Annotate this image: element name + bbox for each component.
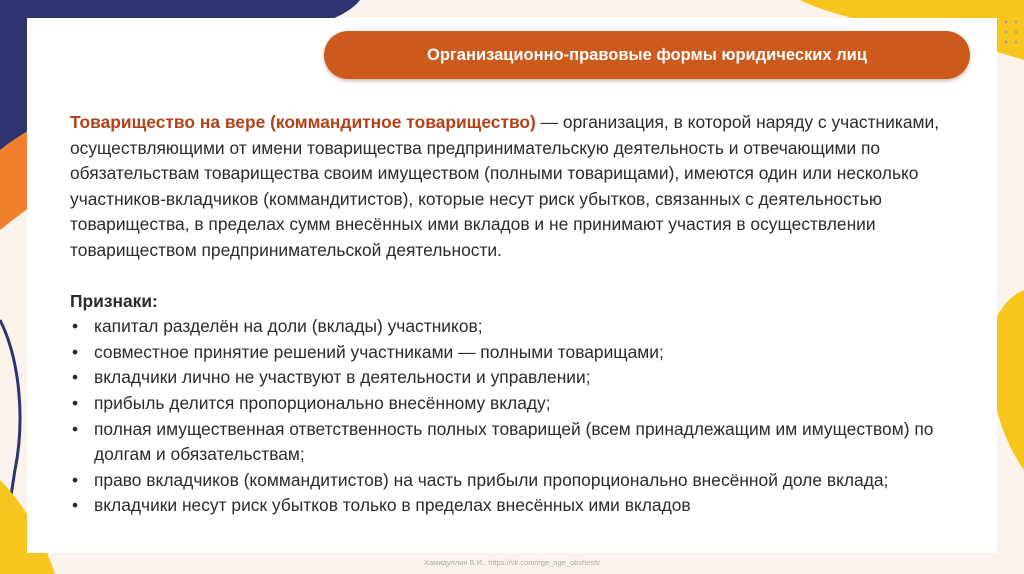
definition-term: Товарищество на вере (коммандитное товарищество) xyxy=(70,112,536,132)
feature-item: • прибыль делится пропорционально внесённому вкладу; xyxy=(70,391,970,417)
feature-item: • полная имущественная ответственность полных товарищей (всем принадлежащим им имуществом) по долгам и обязательствам; xyxy=(70,417,970,468)
slide-content xyxy=(70,110,970,519)
feature-item: • совместное принятие решений участниками — полными товарищами; xyxy=(70,340,970,366)
definition-paragraph xyxy=(70,110,970,264)
feature-item: • капитал разделён на доли (вклады) участников; xyxy=(70,314,970,340)
definition-text: — организация, в которой наряду с участниками, осуществляющими от имени товарищества предпринимательскую деятельность и отвечающими по обязательствам товарищества своим имуществом (полными товарищами), имеются один или несколько участников-вкладчиков (коммандитистов), которые несут риск убытков, связанных с деятельностью товарищества, в пределах сумм внесённых ими вкладов и не принимают участия в осуществлении товариществом предпринимательской деятельности. xyxy=(70,112,940,260)
features-heading: Признаки: xyxy=(70,290,158,311)
feature-item: • вкладчики лично не участвуют в деятельности и управлении; xyxy=(70,365,970,391)
title-banner xyxy=(324,31,970,79)
feature-item: • вкладчики несут риск убытков только в пределах внесённых ими вкладов xyxy=(70,493,970,519)
slide-title: Организационно-правовые формы юридических лиц xyxy=(427,45,867,64)
footer-credit: Хамидуллин Б.И., https://vk.com/ege_oge_obshestv xyxy=(423,558,601,567)
feature-item: • право вкладчиков (коммандитистов) на часть прибыли пропорционально внесённой доле вклада; xyxy=(70,468,970,494)
features-list xyxy=(70,314,970,519)
